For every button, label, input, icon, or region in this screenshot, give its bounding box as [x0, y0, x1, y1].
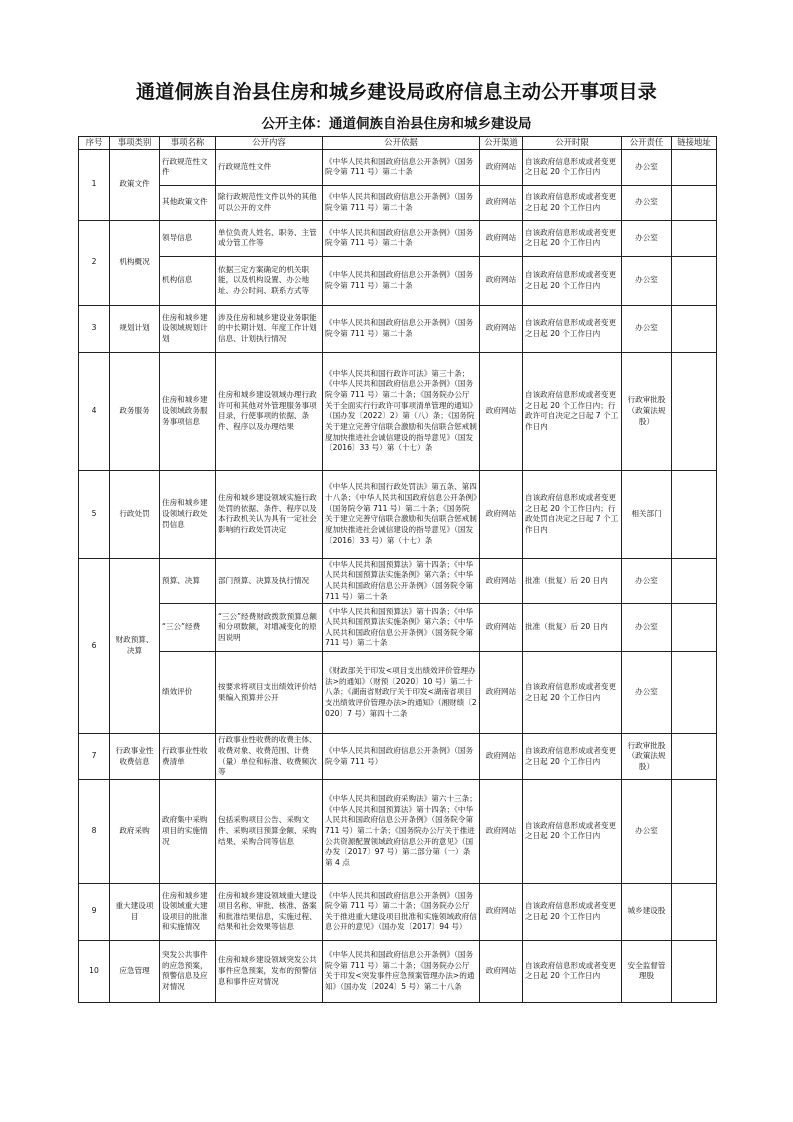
table-row: [79, 256, 717, 305]
item-responsibility: 办公室: [622, 256, 672, 305]
table-row: [79, 558, 717, 604]
header-cell: 事项名称: [160, 137, 216, 150]
item-link: [672, 652, 717, 734]
table-row: [79, 149, 717, 185]
header-cell: 链接地址: [672, 137, 717, 150]
row-number: 8: [79, 779, 110, 883]
item-responsibility: 办公室: [622, 604, 672, 652]
item-link: [672, 470, 717, 558]
item-basis: 《中华人民共和国政府信息公开条例》（国务院令第 711 号）第二十条: [323, 220, 480, 256]
header-cell: 公开依据: [323, 137, 480, 150]
item-category: 机构概况: [110, 220, 160, 305]
item-basis: 《中华人民共和国行政许可法》第三十条；《中华人民共和国政府信息公开条例》（国务院令第 711 号）第二十条；《国务院办公厅关于全面实行行政许可事项清单管理的通知》（国办发〔2022〕2）第（八）条；《国务院关于建立完善守信联合激励和失信联合惩戒制度加快推进社会诚信建设的指导意见》（国发〔2016〕33 号）第（十七）条: [323, 352, 480, 470]
item-time-limit: 批准（批复）后 20 日内: [523, 558, 622, 604]
item-time-limit: 自该政府信息形成或者变更之日起 20 个工作日内: [523, 734, 622, 780]
item-content: “三公”经费财政拨款预算总额和分项数额，对增减变化的原因说明: [216, 604, 323, 652]
item-responsibility: 行政审批股（政策法规股）: [622, 734, 672, 780]
item-name: 行政事业性收费清单: [160, 734, 216, 780]
item-basis: 《中华人民共和国政府信息公开条例》（国务院令第 711 号）第二十条: [323, 185, 480, 220]
item-responsibility: 办公室: [622, 305, 672, 352]
item-basis: 《中华人民共和国政府信息公开条例》（国务院令第 711 号）第二十条: [323, 256, 480, 305]
item-basis: 《中华人民共和国政府信息公开条例》（国务院令第 711 号）第二十条: [323, 305, 480, 352]
item-content: 包括采购项目公告、采购文件、采购项目预算金额、采购结果、采购合同等信息: [216, 779, 323, 883]
header-cell: 公开时限: [523, 137, 622, 150]
item-time-limit: 自该政府信息形成或者变更之日起 20 个工作日内: [523, 652, 622, 734]
item-content: 部门预算、决算及执行情况: [216, 558, 323, 604]
item-category: 规划计划: [110, 305, 160, 352]
item-category: 政策文件: [110, 149, 160, 220]
table-row: [79, 734, 717, 780]
table-row: [79, 352, 717, 470]
item-channel: 政府网站: [480, 652, 523, 734]
item-time-limit: 自该政府信息形成或者变更之日起 20 个工作日内: [523, 883, 622, 940]
header-cell: 事项类别: [110, 137, 160, 150]
item-responsibility: 行政审批股（政策法规股）: [622, 352, 672, 470]
item-name: 政府集中采购项目的实施情况: [160, 779, 216, 883]
item-content: 除行政规范性文件以外的其他可以公开的文件: [216, 185, 323, 220]
item-channel: 政府网站: [480, 352, 523, 470]
item-responsibility: 办公室: [622, 558, 672, 604]
row-number: 6: [79, 558, 110, 734]
item-channel: 政府网站: [480, 779, 523, 883]
table-row: [79, 652, 717, 734]
item-content: 住房和城乡建设领域实施行政处罚的依据、条件、程序以及本行政机关认为具有一定社会影响的行政处罚决定: [216, 470, 323, 558]
item-link: [672, 185, 717, 220]
page-title: 通道侗族自治县住房和城乡建设局政府信息主动公开事项目录: [135, 81, 658, 103]
item-responsibility: 办公室: [622, 185, 672, 220]
item-name: 机构信息: [160, 256, 216, 305]
item-link: [672, 305, 717, 352]
item-link: [672, 220, 717, 256]
item-link: [672, 352, 717, 470]
item-time-limit: 自该政府信息形成或者变更之日起 20 个工作日内；行政许可自决定之日起 7 个工作日内: [523, 352, 622, 470]
item-channel: 政府网站: [480, 558, 523, 604]
table-row: [79, 883, 717, 940]
table-row: [79, 779, 717, 883]
item-basis: 《中华人民共和国政府信息公开条例》（国务院令第 711 号）第二十条；《国务院办公厅关于推进重大建设项目批准和实施领域政府信息公开的意见》（国办发〔2017〕94 号）: [323, 883, 480, 940]
row-number: 5: [79, 470, 110, 558]
item-time-limit: 自该政府信息形成或者变更之日起 20 个工作日内: [523, 256, 622, 305]
item-link: [672, 883, 717, 940]
item-basis: 《中华人民共和国政府信息公开条例》（国务院令第 711 号）: [323, 734, 480, 780]
item-content: 按要求将项目支出绩效评价结果编入预算并公开: [216, 652, 323, 734]
header-cell: 公开渠道: [480, 137, 523, 150]
item-time-limit: 自该政府信息形成或者变更之日起 20 个工作日内: [523, 185, 622, 220]
item-responsibility: 办公室: [622, 149, 672, 185]
item-name: 绩效评价: [160, 652, 216, 734]
item-basis: 《中华人民共和国政府信息公开条例》（国务院令第 711 号）第二十条: [323, 149, 480, 185]
item-time-limit: 自该政府信息形成或者变更之日起 20 个工作日内: [523, 940, 622, 1002]
item-channel: 政府网站: [480, 734, 523, 780]
item-content: 行政规范性文件: [216, 149, 323, 185]
item-content: 依据三定方案确定的机关职能，以及机构设置、办公地址、办公时间、联系方式等: [216, 256, 323, 305]
item-content: 行政事业性收费的收费主体、收费对象、收费范围、计费（量）单位和标准、收费频次等: [216, 734, 323, 780]
header-cell: 公开内容: [216, 137, 323, 150]
table-body: [79, 149, 717, 1002]
item-channel: 政府网站: [480, 305, 523, 352]
item-responsibility: 相关部门: [622, 470, 672, 558]
item-name: 住房和城乡建设领域重大建设项目的批准和实施情况: [160, 883, 216, 940]
item-link: [672, 604, 717, 652]
item-content: 住房和城乡建设领域突发公共事件应急预案，发布的预警信息和事件应对情况: [216, 940, 323, 1002]
item-link: [672, 256, 717, 305]
row-number: 2: [79, 220, 110, 305]
item-channel: 政府网站: [480, 149, 523, 185]
table-row: [79, 470, 717, 558]
item-responsibility: 办公室: [622, 779, 672, 883]
row-number: 1: [79, 149, 110, 220]
item-basis: 《中华人民共和国预算法》第十四条；《中华人民共和国预算法实施条例》第六条；《中华人民共和国政府信息公开条例》（国务院令第 711 号）第二十条: [323, 558, 480, 604]
table-row: [79, 604, 717, 652]
item-content: 涉及住房和城乡建设业务职能的中长期计划、年度工作计划信息、计划执行情况: [216, 305, 323, 352]
item-time-limit: 自该政府信息形成或者变更之日起 20 个工作日内: [523, 779, 622, 883]
item-responsibility: 城乡建设股: [622, 883, 672, 940]
item-channel: 政府网站: [480, 940, 523, 1002]
item-basis: 《中华人民共和国预算法》第十四条；《中华人民共和国预算法实施条例》第六条；《中华人民共和国政府信息公开条例》（国务院令第 711 号）第二十条: [323, 604, 480, 652]
row-number: 3: [79, 305, 110, 352]
item-time-limit: 自该政府信息形成或者变更之日起 20 个工作日内: [523, 220, 622, 256]
item-channel: 政府网站: [480, 883, 523, 940]
row-number: 4: [79, 352, 110, 470]
item-name: 其他政策文件: [160, 185, 216, 220]
item-link: [672, 149, 717, 185]
item-channel: 政府网站: [480, 185, 523, 220]
item-content: 单位负责人姓名、职务、主管或分管工作等: [216, 220, 323, 256]
item-time-limit: 自该政府信息形成或者变更之日起 20 个工作日内: [523, 305, 622, 352]
item-category: 政府采购: [110, 779, 160, 883]
item-time-limit: 自该政府信息形成或者变更之日起 20 个工作日内；行政处罚自决定之日起 7 个工作日内: [523, 470, 622, 558]
page-subtitle: 公开主体：通道侗族自治县住房和城乡建设局: [261, 116, 532, 132]
item-time-limit: 自该政府信息形成或者变更之日起 20 个工作日内: [523, 149, 622, 185]
item-content: 住房和城乡建设领域办理行政许可和其他对外管理服务事项目录，行使事项的依据、条件、程序以及办理结果: [216, 352, 323, 470]
disclosure-table: [78, 136, 717, 1003]
item-category: 财政预算、决算: [110, 558, 160, 734]
row-number: 10: [79, 940, 110, 1002]
item-basis: 《财政部关于印发<项目支出绩效评价管理办法>的通知》（财预〔2020〕10 号）第二十八条；《湖南省财政厅关于印发<湖南省项目支出绩效评价管理办法>的通知》（湘财绩〔2020〕7 号）第四十二条: [323, 652, 480, 734]
table-row: [79, 940, 717, 1002]
table-row: [79, 305, 717, 352]
item-responsibility: 办公室: [622, 220, 672, 256]
item-name: 住房和城乡建设领域规划计划: [160, 305, 216, 352]
row-number: 7: [79, 734, 110, 780]
item-name: 领导信息: [160, 220, 216, 256]
item-link: [672, 779, 717, 883]
item-name: “三公”经费: [160, 604, 216, 652]
item-category: 重大建设项目: [110, 883, 160, 940]
item-category: 行政处罚: [110, 470, 160, 558]
header-cell: 序号: [79, 137, 110, 150]
item-responsibility: 办公室: [622, 652, 672, 734]
item-category: 应急管理: [110, 940, 160, 1002]
item-link: [672, 558, 717, 604]
table-header-row: [79, 137, 717, 150]
item-link: [672, 734, 717, 780]
row-number: 9: [79, 883, 110, 940]
header-cell: 公开责任: [622, 137, 672, 150]
item-channel: 政府网站: [480, 470, 523, 558]
item-basis: 《中华人民共和国政府采购法》第六十三条；《中华人民共和国预算法》第十四条；《中华人民共和国政府信息公开条例》（国务院令第 711 号）第二十条；《国务院办公厅关于推进公共资源配置领域政府信息公开的意见》（国办发〔2017〕97 号）第二部分第（一）条第 4 点: [323, 779, 480, 883]
item-name: 预算、决算: [160, 558, 216, 604]
item-time-limit: 批准（批复）后 20 日内: [523, 604, 622, 652]
item-category: 政务服务: [110, 352, 160, 470]
item-basis: 《中华人民共和国政府信息公开条例》（国务院令第 711 号）第二十条；《国务院办公厅关于印发<突发事件应急预案管理办法>的通知》（国办发〔2024〕5 号）第二十八条: [323, 940, 480, 1002]
item-basis: 《中华人民共和国行政处罚法》第五条、第四十八条；《中华人民共和国政府信息公开条例》（国务院令第 711 号）第二十条；《国务院关于建立完善守信联合激励和失信联合惩戒制度加快推进社会诚信建设的指导意见》（国发〔2016〕33 号）第（十七）条: [323, 470, 480, 558]
item-category: 行政事业性收费信息: [110, 734, 160, 780]
item-name: 住房和城乡建设领域行政处罚信息: [160, 470, 216, 558]
item-channel: 政府网站: [480, 604, 523, 652]
item-link: [672, 940, 717, 1002]
item-responsibility: 安全监督管理股: [622, 940, 672, 1002]
item-content: 住房和城乡建设领域重大建设项目名称、审批、核准、备案和批准结果信息，实施过程、结果和社会效果等信息: [216, 883, 323, 940]
item-channel: 政府网站: [480, 220, 523, 256]
item-channel: 政府网站: [480, 256, 523, 305]
table-row: [79, 185, 717, 220]
item-name: 住房和城乡建设领域政务服务事项信息: [160, 352, 216, 470]
table-row: [79, 220, 717, 256]
item-name: 突发公共事件的应急预案，预警信息及应对情况: [160, 940, 216, 1002]
item-name: 行政规范性文件: [160, 149, 216, 185]
